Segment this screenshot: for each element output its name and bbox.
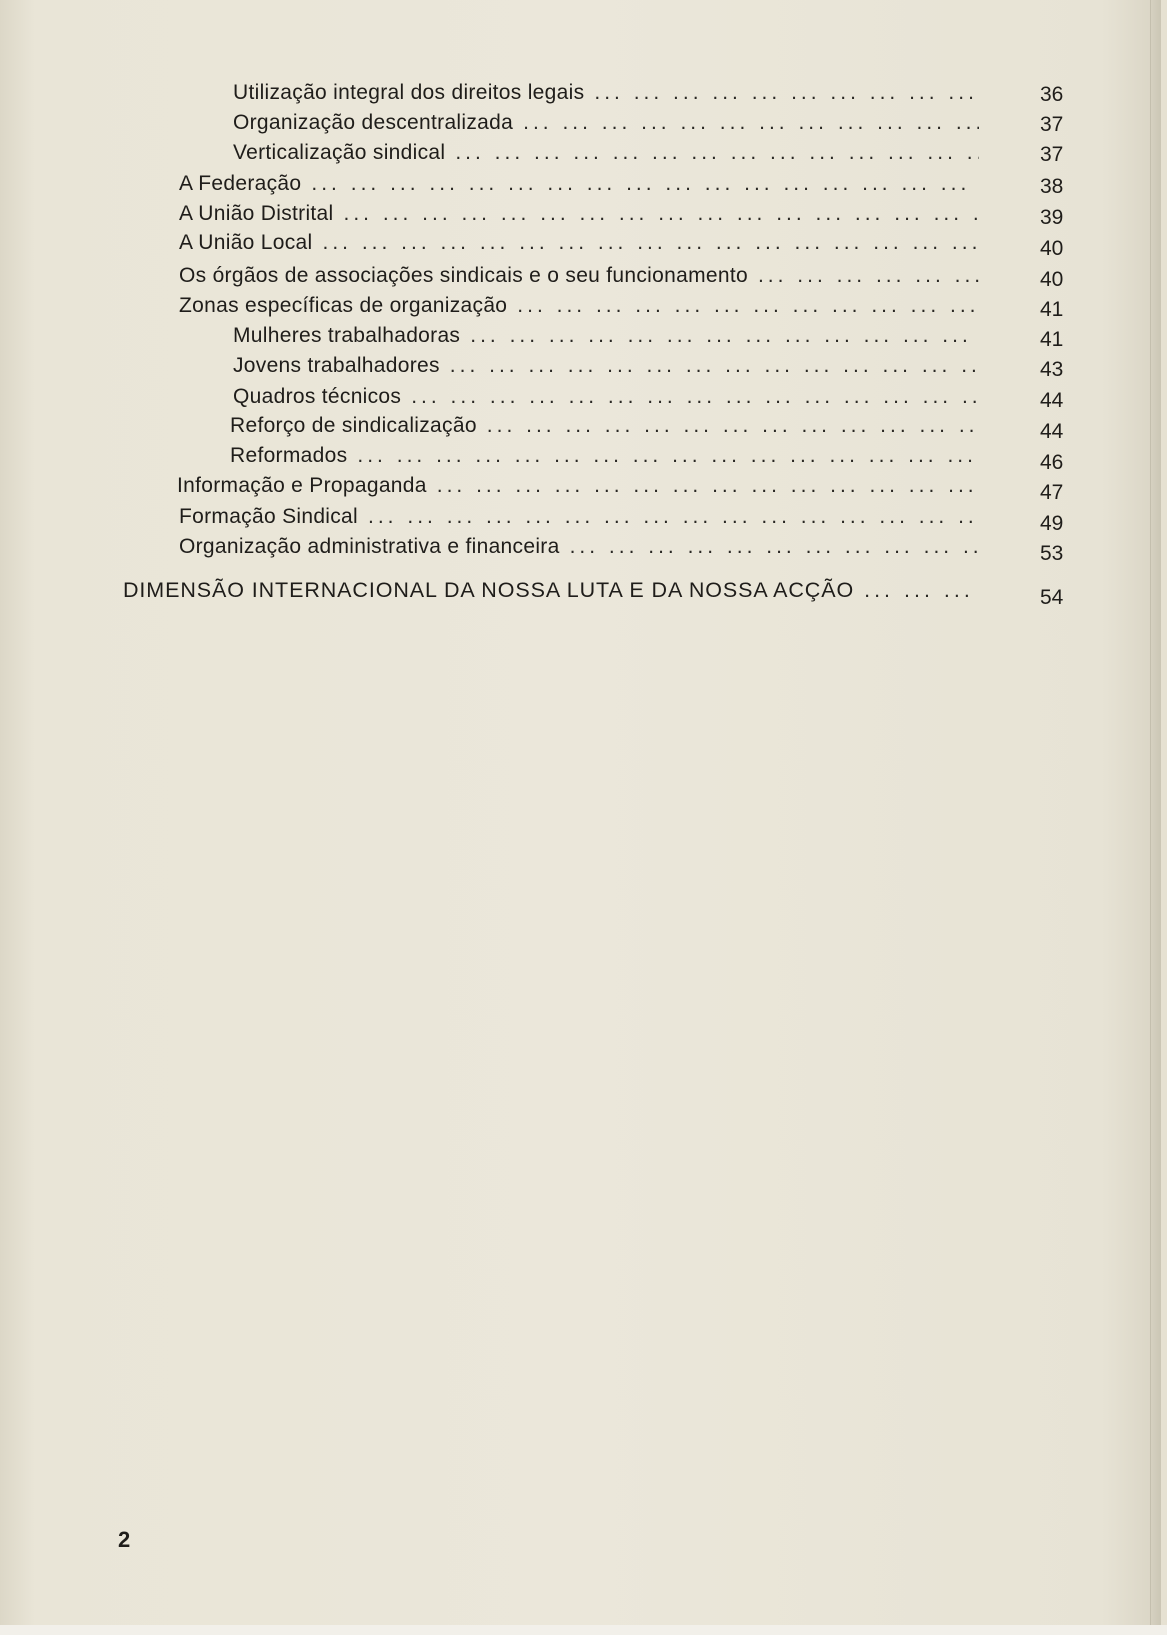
toc-entry-page: 44 <box>1040 420 1064 443</box>
toc-entry <box>179 292 983 320</box>
toc-entry-page: 38 <box>1040 175 1064 198</box>
dot-leader <box>487 412 979 440</box>
dot-leader <box>517 292 979 320</box>
toc-entry-page: 49 <box>1040 512 1064 535</box>
page-bottom-margin <box>0 1625 1167 1635</box>
toc-entry-page: 46 <box>1040 451 1064 474</box>
toc-entry-page: 40 <box>1040 268 1064 291</box>
toc-entry-page: 41 <box>1040 298 1064 321</box>
dot-leader <box>344 200 980 228</box>
dot-leader <box>411 383 979 411</box>
dot-leader <box>357 442 979 470</box>
toc-entry-page: 41 <box>1040 328 1064 351</box>
page-edge <box>1150 0 1161 1630</box>
toc-entry-label: A Federação <box>179 172 302 195</box>
toc-entry <box>233 79 983 107</box>
dot-leader <box>594 79 979 107</box>
toc-entry-page: 43 <box>1040 358 1064 381</box>
toc-entry-label: Mulheres trabalhadoras <box>233 324 461 347</box>
toc-entry-label: A União Distrital <box>179 202 334 225</box>
toc-section-heading <box>123 576 988 604</box>
toc-entry <box>233 109 983 137</box>
toc-entry <box>230 442 983 470</box>
toc-entry-label: Os órgãos de associações sindicais e o seu funcionamento <box>179 264 748 287</box>
toc-entry-page: 47 <box>1040 481 1064 504</box>
dot-leader <box>864 576 984 604</box>
toc-entry-label: Informação e Propaganda <box>177 474 427 497</box>
toc-entry-label: Jovens trabalhadores <box>233 354 440 377</box>
toc-entry-label: Utilização integral dos direitos legais <box>233 81 585 104</box>
dot-leader <box>470 322 979 350</box>
toc-entry-label: DIMENSÃO INTERNACIONAL DA NOSSA LUTA E DA NOSSA ACÇÃO <box>123 578 855 602</box>
toc-entry-page: 39 <box>1040 206 1064 229</box>
toc-entry-label: Organização administrativa e financeira <box>179 535 560 558</box>
toc-entry-page: 53 <box>1040 542 1064 565</box>
dot-leader <box>323 229 980 257</box>
toc-entry-label: Formação Sindical <box>179 505 359 528</box>
dot-leader <box>437 472 979 500</box>
toc-entry <box>233 322 983 350</box>
toc-entry-label: Verticalização sindical <box>233 141 446 164</box>
toc-entry-label: A União Local <box>179 231 313 254</box>
toc-entry <box>179 503 983 531</box>
dot-leader <box>570 533 979 561</box>
toc-entry-page: 37 <box>1040 113 1064 136</box>
toc-entry-page: 37 <box>1040 143 1064 166</box>
toc-entry <box>179 170 983 198</box>
toc-entry-page: 40 <box>1040 237 1064 260</box>
toc-entry-page: 44 <box>1040 389 1064 412</box>
toc-entry <box>179 200 983 228</box>
toc-entry-label: Reforço de sindicalização <box>230 414 477 437</box>
toc-entry <box>233 383 983 411</box>
toc-entry-label: Organização descentralizada <box>233 111 514 134</box>
dot-leader <box>450 352 979 380</box>
page-number: 2 <box>118 1527 131 1552</box>
toc-entry-label: Quadros técnicos <box>233 385 402 408</box>
toc-entry <box>179 262 983 290</box>
toc-entry-page: 54 <box>1040 586 1064 609</box>
dot-leader <box>368 503 979 531</box>
toc-entry <box>179 533 983 561</box>
toc-entry-page: 36 <box>1040 83 1064 106</box>
dot-leader <box>758 262 979 290</box>
toc-entry <box>177 472 983 500</box>
dot-leader <box>455 139 979 167</box>
toc-entry <box>230 412 983 440</box>
toc-entry-label: Reformados <box>230 444 348 467</box>
toc-entry <box>179 229 983 257</box>
toc-entry <box>233 352 983 380</box>
dot-leader <box>311 170 979 198</box>
toc-entry <box>233 139 983 167</box>
dot-leader <box>523 109 979 137</box>
toc-entry-label: Zonas específicas de organização <box>179 294 508 317</box>
